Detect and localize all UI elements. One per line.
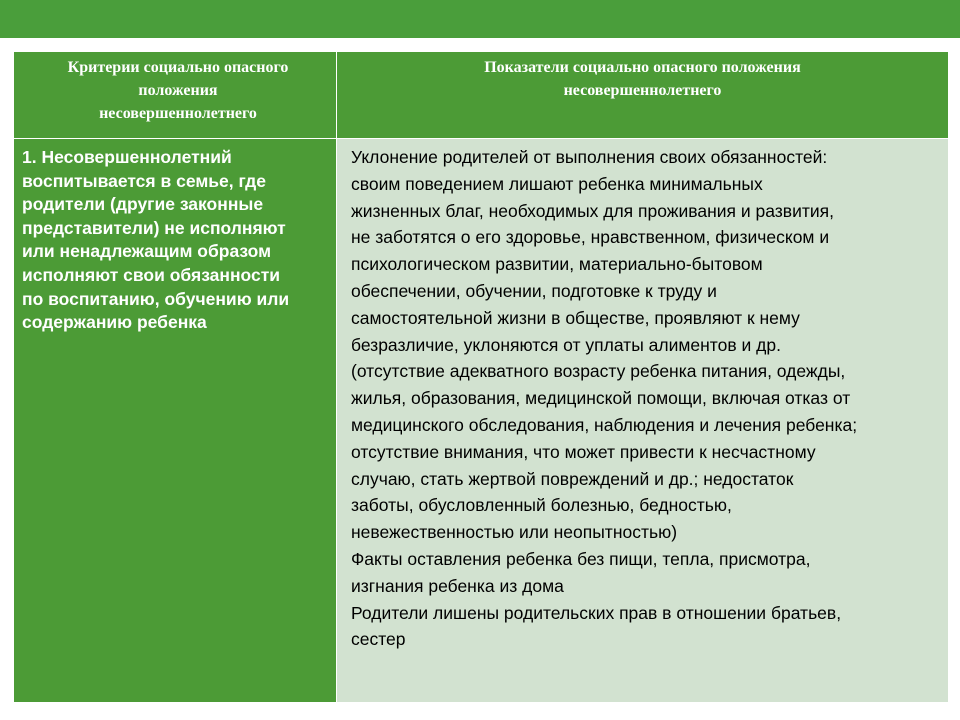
table-header-row [14,52,949,139]
indicator-line: жилья, образования, медицинской помощи, включая отказ от [351,388,851,409]
table-row [14,139,949,703]
indicator-line: психологическом развитии, материально-бытовом [351,254,763,275]
indicator-line: самостоятельной жизни в обществе, проявляют к нему [351,307,800,328]
indicator-line: медицинского обследования, наблюдения и лечения ребенка; [351,414,858,435]
criterion-line: или ненадлежащим образом [22,241,272,262]
header-criteria-line: несовершеннолетнего [99,105,257,122]
indicator-line: отсутствие внимания, что может привести к несчастному [351,441,816,462]
indicator-line: Родители лишены родительских прав в отношении братьев, [351,602,842,623]
indicators-cell [337,139,949,703]
indicator-line: безразличие, уклоняются от уплаты алиментов и др. [351,334,781,355]
criterion-line: содержанию ребенка [22,312,207,333]
criterion-line: исполняют свои обязанности [22,264,281,285]
header-criteria-line: положения [138,82,218,99]
indicator-line: жизненных благ, необходимых для проживания и развития, [351,200,834,221]
indicators-text [337,139,948,653]
header-indicators-line: несовершеннолетнего [563,82,722,99]
indicator-line: сестер [351,629,406,650]
indicator-line: (отсутствие адекватного возрасту ребенка питания, одежды, [351,361,846,382]
header-criteria-line: Критерии социально опасного [67,59,289,76]
indicator-line: изгнания ребенка из дома [351,575,564,596]
indicator-line: Уклонение родителей от выполнения своих обязанностей: [351,147,828,167]
criterion-line: родители (другие законные [22,194,264,215]
criterion-text [14,139,336,335]
criterion-line: по воспитанию, обучению или [22,288,290,309]
header-criteria-text [14,52,336,125]
indicator-line: невежественностью или неопытностью) [351,522,678,543]
criterion-line: 1. Несовершеннолетний [22,147,232,167]
indicator-line: Факты оставления ребенка без пищи, тепла, присмотра, [351,548,811,569]
header-criteria-cell [14,52,337,139]
header-indicators-text [337,52,948,102]
criterion-line: воспитывается в семье, где [22,170,266,191]
indicator-line: своим поведением лишают ребенка минимальных [351,173,763,194]
indicator-line: случаю, стать жертвой повреждений и др.; недостаток [351,468,794,489]
criterion-cell [14,139,337,703]
top-accent-bar [0,0,960,38]
criteria-table [13,51,949,703]
header-indicators-line: Показатели социально опасного положения [484,59,801,76]
indicator-line: заботы, обусловленный болезнью, бедностью, [351,495,732,516]
indicator-line: не заботятся о его здоровье, нравственном, физическом и [351,227,830,248]
criterion-line: представители) не исполняют [22,217,286,238]
indicator-line: обеспечении, обучении, подготовке к труду и [351,280,717,301]
header-indicators-cell [337,52,949,139]
